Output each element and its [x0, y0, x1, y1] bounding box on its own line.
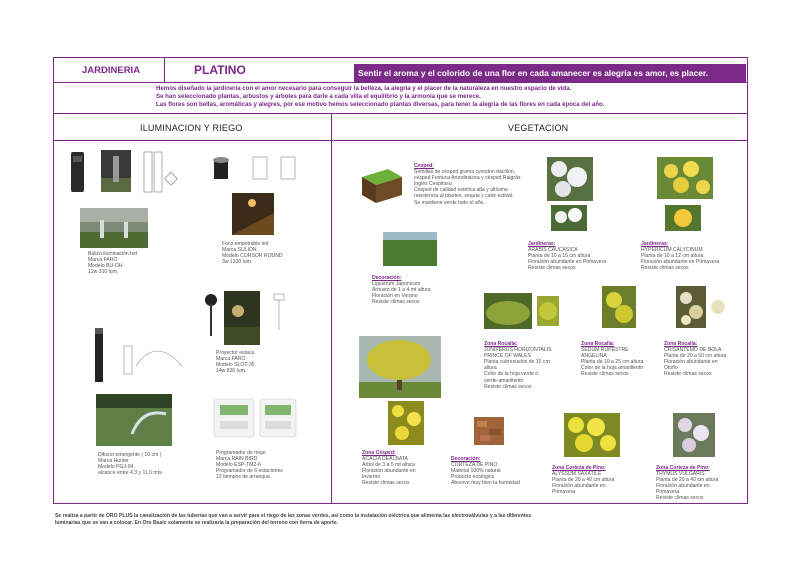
bollard-drawing-image: [140, 150, 180, 196]
caption-line: Modelo ESP-TM2-6: [216, 462, 261, 469]
plant-caption-ligustrum: [372, 275, 431, 305]
plant-caption-juniperus: [484, 341, 552, 390]
caption-line: Primavera: [552, 489, 576, 496]
caption-title: Decoración:: [372, 275, 402, 281]
caption-title: Zona Rocalla:: [664, 341, 698, 347]
caption-line: ANGELINA: [581, 353, 607, 360]
caption-title: Jardineras:: [641, 241, 669, 247]
caption-line: Modelo CORSOR ROUND: [222, 253, 283, 260]
caption-line: Primavera: [656, 489, 680, 496]
caption-line: Arbusto de 1 a 4 mt altura: [372, 287, 431, 294]
caption-line: Resiste climas secos: [484, 383, 532, 390]
crisantemo-photo-2: [708, 296, 728, 318]
caption-line: Invierno: [362, 474, 381, 481]
hypericum-photo-2: [665, 205, 701, 231]
caption-line: césped Festuca Arundinácea y césped Raigrás: [414, 175, 521, 182]
grass-soil-image: [358, 163, 404, 205]
caption-title: Zona Corteza de Pino:: [656, 465, 710, 471]
caption-line: Otoño: [664, 365, 678, 372]
caption-line: resistencia al pisoteo, sequía y calor estival.: [414, 193, 514, 200]
caption-line: Material 100% natural: [451, 468, 501, 475]
plant-caption-cesped: [414, 163, 520, 206]
caption-line: Color de la hoja amarillento: [581, 365, 644, 372]
caption-line: 3w 1320 lum.: [222, 259, 253, 266]
caption-line: Foco empotrable led: [222, 241, 269, 247]
caption-line: THYMUS VULGARIS: [656, 471, 705, 478]
vegetation-section-title: VEGETACION: [508, 123, 569, 133]
caption-line: Marca RAIN BIRD: [216, 456, 258, 463]
caption-line: Resiste climas secos: [372, 299, 420, 306]
caption-title: Decoración:: [451, 456, 481, 462]
caption-title: Zona Césped:: [362, 450, 396, 456]
plant-caption-thymus: [656, 465, 718, 502]
caption-line: JUNIPERUS HORIZONTALIS: [484, 347, 552, 354]
plant-caption-arabis: [528, 241, 606, 271]
sedum-photo: [602, 286, 636, 328]
caption-line: ALYSSUM SAXATILE: [552, 471, 602, 478]
banner: Sentir el aroma y el colorido de una flor en cada amanecer es alegría es amor, es placer.: [354, 64, 746, 82]
intro-line: Las flores son bellas, aromáticas y alegres, por ese motivo hemos seleccionado plantas diversas, para tener la alegría de las flores en cada época del año.: [156, 101, 605, 109]
caption-line: Programador de riego: [216, 450, 266, 456]
caption-line: Marca FARO: [88, 257, 118, 264]
intro-line: Hemos diseñado la jardinería con el amor necesario para conseguir la belleza, la alegría y el placer de la naturaleza en nuestro espacio de vida.: [156, 85, 572, 92]
caption-line: Floración abundante en Primavera: [528, 259, 607, 266]
caption-line: 12w 310 lum.: [88, 269, 119, 276]
bollard-photo-image: [101, 150, 131, 192]
spike-projector-photo: [224, 291, 260, 345]
pine-bark-photo: [474, 417, 504, 445]
spike-projector-drawing: [268, 290, 292, 334]
caption-line: Inglés Cespitoso.: [414, 181, 454, 188]
plant-caption-crisantemo: [664, 341, 726, 378]
footer-note: [55, 513, 745, 527]
intro-line: Se han seleccionado plantas, arbustos y árboles para darle a cada villa el equilibrio y la armonía que se merece.: [156, 93, 481, 101]
caption-line: CORTEZA DE PINO: [451, 462, 498, 469]
lighting-caption-2: [222, 241, 283, 265]
caption-line: Árbol de 3 a 5 mt altura: [362, 462, 415, 469]
caption-line: 14w 830 lum.: [216, 368, 247, 375]
caption-line: Floración abundante en Primavera: [641, 259, 720, 266]
caption-line: PRINCE OF WALES: [484, 353, 531, 360]
caption-line: alcance entre 4,3 y 11,6 mts.: [98, 470, 164, 477]
alyssum-photo: [564, 413, 620, 457]
caption-title: Zona Rocalla:: [484, 341, 518, 347]
garden-bollard-photo: [80, 208, 148, 248]
irrigation-controller-image-2: [258, 397, 298, 441]
caption-line: CRISANTEMO DE BOLA: [664, 347, 722, 354]
lighting-caption-5: [216, 450, 283, 480]
caption-title: Zona Rocalla:: [581, 341, 615, 347]
caption-line: Planta de 10 a 15 cm altura: [528, 253, 591, 260]
caption-line: Se mantiene verde todo el año.: [414, 199, 485, 206]
hypericum-photo: [657, 157, 713, 199]
caption-title: Cesped:: [414, 163, 435, 169]
bollard-light-image: [68, 150, 88, 194]
caption-line: Baliza iluminación led: [88, 251, 137, 257]
footer-line: Se realiza a partir de ORO PLUS la canalización de las tuberías que van a servir para el riego de las zonas verdes, así como la instalación eléctrica que alimenta las electroválvulas y a las diferentes: [55, 513, 532, 519]
ligustrum-photo: [383, 232, 437, 266]
caption-line: HYPERICUM CALYCINUM: [641, 247, 703, 254]
crisantemo-photo: [676, 286, 706, 328]
caption-line: Marca Hunter: [98, 458, 129, 465]
lighting-caption-3: [216, 350, 255, 374]
caption-line: Floración abundante en: [552, 483, 606, 490]
header-divider: [53, 82, 748, 83]
thymus-photo: [673, 413, 715, 457]
caption-line: Floración en Verano: [372, 293, 418, 300]
caption-line: Ligustrum Japonicum: [372, 281, 421, 288]
caption-line: Proyector estaca: [216, 350, 255, 356]
caption-line: Resiste climas secos: [664, 371, 712, 378]
recessed-light-drawing: [245, 153, 305, 185]
caption-line: altura: [484, 365, 497, 372]
acacia-flower-photo: [388, 401, 424, 445]
caption-line: Modelo PGJ-04: [98, 464, 134, 471]
plant-caption-corteza: [451, 456, 520, 486]
caption-line: Planta de 20 a 40 cm altura: [656, 477, 719, 484]
plant-caption-hypericum: [641, 241, 719, 271]
sprinkler-drawing: [116, 336, 186, 382]
caption-line: verde-amarillento: [484, 377, 524, 384]
caption-line: Planta de 20 a 50 cm altura: [664, 353, 727, 360]
juniperus-photo-2: [537, 296, 559, 326]
caption-line: Color de la hoja verde o: [484, 371, 539, 378]
caption-line: Marca FARO: [216, 356, 246, 363]
plant-caption-alyssum: [552, 465, 614, 495]
caption-line: Marca SULION: [222, 247, 257, 254]
caption-line: Resiste climas secos: [641, 265, 689, 272]
caption-line: ACACIA DEALBATA: [362, 456, 408, 463]
caption-line: Modelo SLOT-35: [216, 362, 255, 369]
lighting-section-title: ILUMINACION Y RIEGO: [140, 123, 243, 133]
caption-line: Planta de 10 a 25 cm altura: [581, 359, 644, 366]
caption-line: Planta cubresuelos de 10 cm: [484, 359, 550, 366]
caption-title: Zona Corteza de Pino:: [552, 465, 606, 471]
plant-caption-sedum: [581, 341, 643, 378]
header-separator: [164, 57, 165, 82]
column-divider: [331, 114, 332, 504]
caption-line: Semillas de césped grama cynodon dactilon,: [414, 169, 516, 176]
caption-line: Resiste climas secos: [656, 495, 704, 502]
caption-line: Producto ecológico: [451, 474, 495, 481]
caption-line: Floración abundante en: [656, 483, 710, 490]
irrigation-controller-image: [212, 397, 256, 441]
lighting-caption-1: [88, 251, 137, 275]
caption-line: Césped de calidad estética alta y altísima: [414, 187, 508, 194]
footer-line: luminarias que se van a colocar. En Oro Basic solamente se realizaría la preparación del terreno con tierra de aporte.: [55, 520, 339, 527]
lighting-caption-4: [98, 452, 163, 476]
section-label: JARDINERIA: [82, 65, 141, 76]
section-divider: [53, 140, 748, 141]
caption-line: Floración abundante en: [362, 468, 416, 475]
caption-line: Resiste climas secos: [362, 480, 410, 487]
caption-line: Modelo BU-OH: [88, 263, 123, 270]
caption-line: 12 tiempos de arranque.: [216, 474, 272, 481]
caption-title: Jardineras:: [528, 241, 556, 247]
sprinkler-image: [93, 326, 105, 384]
acacia-tree-photo: [359, 336, 441, 398]
spike-projector-image: [203, 292, 221, 340]
plan-label: PLATINO: [194, 63, 246, 77]
plant-caption-acacia: [362, 450, 416, 487]
caption-line: Floración abundante en: [664, 359, 718, 366]
juniperus-photo: [484, 293, 532, 329]
caption-line: Resiste climas secos: [528, 265, 576, 272]
arabis-photo-2: [551, 205, 587, 231]
caption-line: Absorve muy bien la humedad: [451, 480, 520, 487]
caption-line: Programador de 6 estaciones: [216, 468, 283, 475]
caption-line: Difusor emergente ( 10 cm ): [98, 452, 162, 458]
caption-line: ARABIS CAUCASICA: [528, 247, 578, 254]
caption-line: Planta de 20 a 40 cm altura: [552, 477, 615, 484]
recessed-light-photo: [232, 193, 274, 235]
sprinkler-photo: [96, 394, 172, 446]
intro-divider: [53, 113, 748, 114]
arabis-photo: [547, 157, 593, 201]
caption-line: Resiste climas secos: [581, 371, 629, 378]
intro-text: [156, 85, 746, 110]
caption-line: SEDUM RUPESTRE: [581, 347, 629, 354]
recessed-light-image: [210, 153, 232, 183]
caption-line: Planta de 10 a 12 cm altura: [641, 253, 704, 260]
